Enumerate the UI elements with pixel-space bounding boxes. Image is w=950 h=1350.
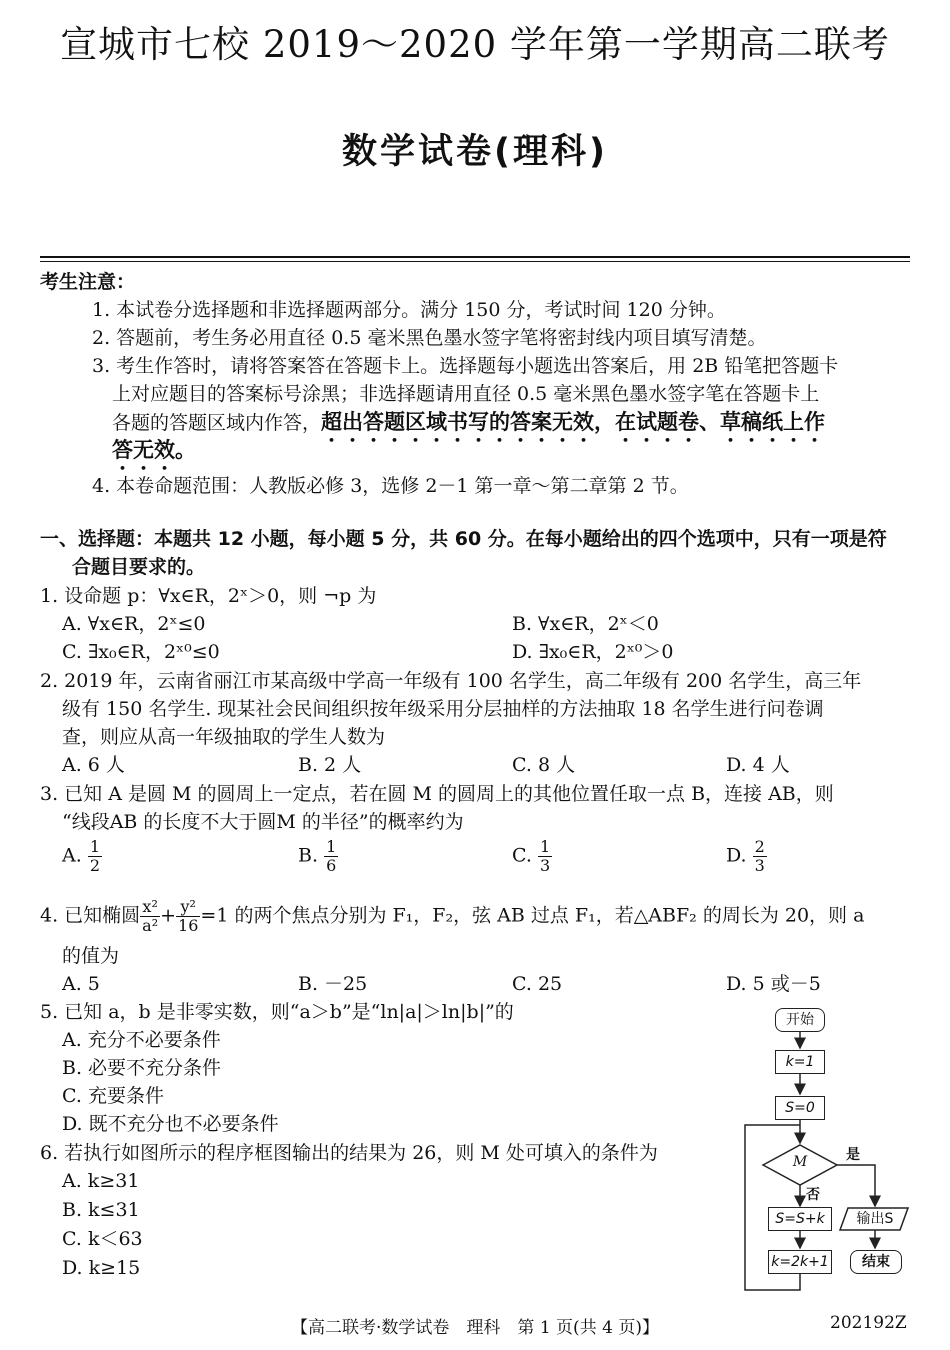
q3-option-c	[512, 838, 552, 875]
q3-d-den: 3	[754, 856, 765, 875]
notice-item-1: 1. 本试卷分选择题和非选择题两部分。满分 150 分，考试时间 120 分钟。	[92, 299, 726, 321]
flowchart	[740, 1000, 920, 1295]
q3-option-a	[62, 838, 102, 875]
flow-init-s: S=0	[775, 1096, 825, 1120]
flow-output: 输出S	[856, 1211, 894, 1227]
q3-a-den: 2	[89, 856, 100, 875]
q3-option-a-fraction	[88, 838, 102, 875]
notice-item-3: 3. 考生作答时，请将答案答在答题卡上。选择题每小题选出答案后，用 2B 铅笔把答题卡	[92, 355, 839, 377]
flow-start: 开始	[775, 1008, 825, 1032]
q3-option-a-label: A.	[62, 844, 82, 867]
q2-line1: 2. 2019 年，云南省丽江市某高级中学高一年级有 100 名学生，高二年级有 200 名学生，高三年	[40, 670, 862, 692]
exam-subtitle: 数学试卷(理科)	[342, 132, 608, 172]
q6-option-a: A. k≥31	[62, 1170, 140, 1192]
q3-option-d	[726, 838, 767, 875]
q3-d-num: 2	[754, 837, 765, 856]
q4-option-d: D. 5 或－5	[726, 973, 821, 995]
notice-item-3-cont: 上对应题目的答案标号涂黑；非选择题请用直径 0.5 毫米黑色墨水签字笔在答题卡上	[112, 383, 820, 405]
notice-item-4: 4. 本卷命题范围：人教版必修 3，选修 2－1 第一章～第二章第 2 节。	[92, 475, 689, 497]
q4-fraction-x	[140, 898, 160, 935]
q4-fraction-y	[176, 898, 200, 935]
notice-item-3-cont2	[112, 408, 825, 447]
q3-a-num: 1	[89, 837, 100, 856]
q4-line1	[40, 898, 864, 935]
q1-option-a: A. ∀x∈R，2ˣ≤0	[62, 613, 206, 635]
q4-suffix: =1 的两个焦点分别为 F₁，F₂，弦 AB 过点 F₁，若△ABF₂ 的周长为 20，则 a	[200, 904, 865, 927]
flow-no-label: 否	[806, 1187, 820, 1203]
q3-c-den: 3	[539, 856, 551, 875]
q2-option-c: C. 8 人	[512, 754, 576, 776]
q3-option-c-label: C.	[512, 844, 532, 867]
q6-option-d: D. k≥15	[62, 1257, 141, 1279]
q1-stem: 1. 设命题 p：∀x∈R，2ˣ＞0，则 ¬p 为	[40, 585, 377, 607]
paper-code: 202192Z	[830, 1313, 907, 1333]
notice-emphasis-1: 超出答题区域书写的答案无效，在试题卷、草稿纸上作	[321, 410, 826, 434]
q6-option-c: C. k＜63	[62, 1228, 143, 1250]
q3-b-den: 6	[326, 856, 337, 875]
q3-option-b-label: B.	[298, 844, 319, 867]
q2-option-a: A. 6 人	[62, 754, 125, 776]
q4-option-b: B. －25	[298, 973, 368, 995]
page-footer: 【高二联考·数学试卷 理科 第 1 页(共 4 页)】	[291, 1318, 659, 1338]
q5-stem: 5. 已知 a，b 是非零实数，则“a＞b”是“ln|a|＞ln|b|”的	[40, 1001, 514, 1023]
q3-option-b	[298, 838, 338, 875]
notice-item-2: 2. 答题前，考生务必用直径 0.5 毫米黑色墨水签字笔将密封线内项目填写清楚。	[92, 327, 767, 349]
q3-option-d-label: D.	[726, 844, 747, 867]
q4-f1-num: x²	[140, 898, 160, 917]
q3-c-num: 1	[539, 837, 551, 856]
exam-title: 宣城市七校 2019～2020 学年第一学期高二联考	[60, 23, 890, 66]
notice-item-3-cont2-text: 各题的答题区域内作答，	[112, 412, 322, 434]
q2-option-d: D. 4 人	[726, 754, 790, 776]
section-heading-line2: 合题目要求的。	[72, 556, 206, 578]
divider-thick	[40, 256, 910, 258]
q2-option-b: B. 2 人	[298, 754, 362, 776]
q2-line2: 级有 150 名学生. 现某社会民间组织按年级采用分层抽样的方法抽取 18 名学生进行问卷调	[62, 698, 824, 720]
flow-update-s: S=S+k	[768, 1207, 832, 1231]
q4-option-a: A. 5	[62, 973, 100, 995]
q3-b-num: 1	[326, 837, 337, 856]
q3-option-b-fraction	[324, 838, 338, 875]
q5-option-d: D. 既不充分也不必要条件	[62, 1113, 279, 1135]
q5-option-a: A. 充分不必要条件	[62, 1029, 221, 1051]
q5-option-c: C. 充要条件	[62, 1085, 164, 1107]
q3-line1: 3. 已知 A 是圆 M 的圆周上一定点，若在圆 M 的圆周上的其他位置任取一点 B，连接 AB，则	[40, 783, 834, 805]
flow-yes-label: 是	[846, 1147, 860, 1163]
q1-option-d: D. ∃x₀∈R，2ˣ⁰＞0	[512, 641, 674, 663]
q3-line2: “线段AB 的长度不大于圆M 的半径”的概率约为	[62, 811, 464, 833]
notice-heading: 考生注意：	[40, 271, 136, 293]
q4-option-c: C. 25	[512, 973, 563, 995]
q4-line2: 的值为	[62, 945, 120, 967]
q3-option-c-fraction	[538, 838, 552, 875]
section-heading-line1: 一、选择题：本题共 12 小题，每小题 5 分，共 60 分。在每小题给出的四个选项中，只有一项是符	[40, 528, 887, 550]
q6-option-b: B. k≤31	[62, 1199, 140, 1221]
notice-emphasis-line	[112, 436, 196, 475]
q5-option-b: B. 必要不充分条件	[62, 1057, 222, 1079]
flow-end: 结束	[850, 1250, 902, 1274]
notice-emphasis-2: 答无效。	[112, 438, 196, 462]
q2-line3: 查，则应从高一年级抽取的学生人数为	[62, 726, 386, 748]
q1-option-c: C. ∃x₀∈R，2ˣ⁰≤0	[62, 641, 220, 663]
flow-update-k: k=2k+1	[768, 1250, 832, 1274]
q6-stem: 6. 若执行如图所示的程序框图输出的结果为 26，则 M 处可填入的条件为	[40, 1142, 658, 1164]
q4-prefix: 4. 已知椭圆	[40, 904, 141, 927]
q4-f1-den: a²	[142, 916, 159, 935]
flow-condition: M	[792, 1154, 808, 1170]
q1-option-b: B. ∀x∈R，2ˣ＜0	[512, 613, 659, 635]
q4-plus: +	[160, 904, 177, 927]
flow-init-k: k=1	[775, 1050, 825, 1074]
q3-option-d-fraction	[753, 838, 767, 875]
q4-f2-num: y²	[176, 898, 200, 917]
q4-f2-den: 16	[178, 916, 199, 935]
divider-thin	[40, 261, 910, 262]
